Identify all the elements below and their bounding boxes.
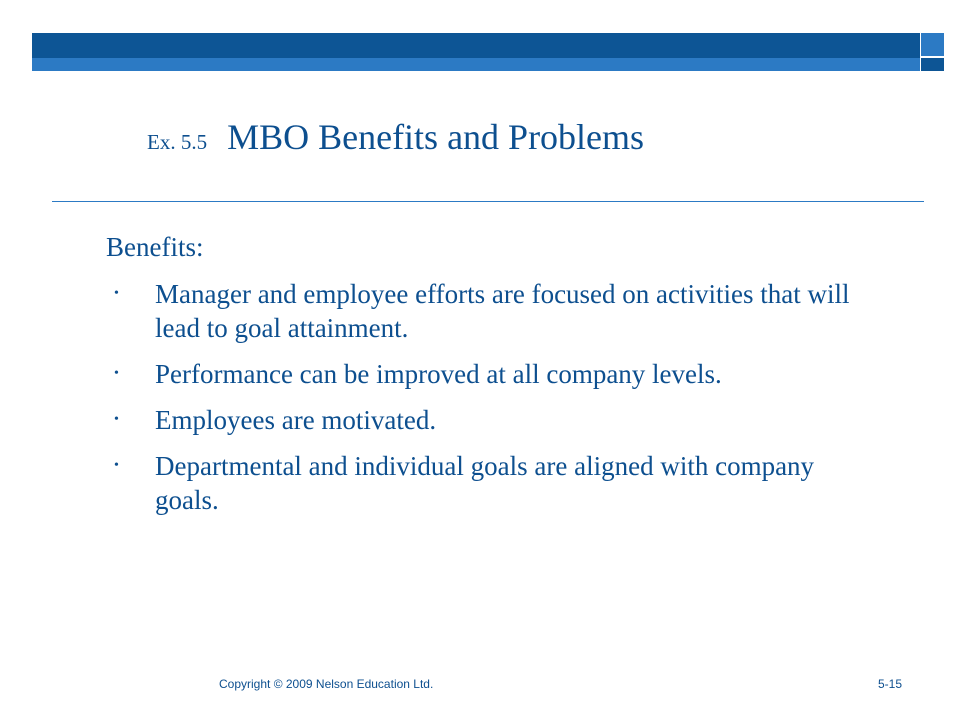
list-item <box>106 449 866 517</box>
list-item-text: Manager and employee efforts are focused on activities that will lead to goal attainment. <box>155 279 850 343</box>
footer-copyright: Copyright © 2009 Nelson Education Ltd. <box>219 677 434 691</box>
title-divider <box>52 201 924 202</box>
slide-body <box>106 232 866 529</box>
bullet-icon: • <box>114 412 119 427</box>
footer-page-number: 5-15 <box>878 677 903 691</box>
bullet-icon: • <box>114 366 119 381</box>
list-item <box>106 357 866 391</box>
list-item-text: Employees are motivated. <box>155 405 437 435</box>
benefits-list <box>106 277 866 517</box>
header-corner-square-dark <box>921 58 944 71</box>
bullet-icon: • <box>114 458 119 473</box>
section-heading: Benefits: <box>106 232 204 262</box>
title-text: MBO Benefits and Problems <box>227 117 645 157</box>
header-band-accent <box>32 58 920 71</box>
bullet-icon: • <box>114 286 119 301</box>
slide-title <box>147 116 644 158</box>
list-item <box>106 403 866 437</box>
list-item-text: Departmental and individual goals are aligned with company goals. <box>155 451 815 515</box>
exhibit-number: Ex. 5.5 <box>147 130 208 154</box>
header-corner-square <box>921 33 944 56</box>
list-item-text: Performance can be improved at all company levels. <box>155 359 722 389</box>
list-item <box>106 277 866 345</box>
